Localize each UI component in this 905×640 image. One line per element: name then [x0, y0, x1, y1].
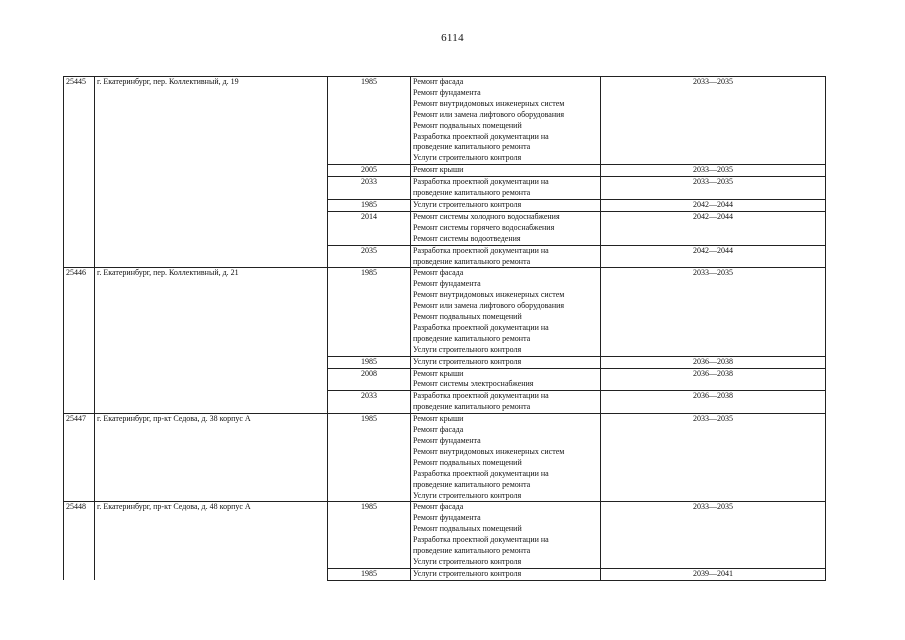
work-item: Ремонт фасада [413, 425, 464, 435]
table-row [64, 245, 826, 268]
works-cell [411, 414, 601, 502]
work-item: Ремонт системы электроснабжения [413, 379, 534, 389]
table-row [64, 502, 826, 568]
work-item: Ремонт или замена лифтового оборудования [413, 301, 565, 311]
work-item: Ремонт подвальных помещений [413, 524, 522, 534]
work-item: Ремонт крыши [413, 414, 464, 424]
work-item: Ремонт системы горячего водоснабжения [413, 222, 555, 232]
object-id-cell [64, 245, 95, 268]
repair-schedule-body [64, 77, 826, 581]
work-item: проведение капитального ремонта [413, 546, 531, 556]
work-item: Ремонт фасада [413, 268, 464, 278]
works-cell [411, 245, 601, 268]
year-cell: 1985 [328, 199, 411, 211]
table-row [64, 568, 826, 580]
year-cell: 2035 [328, 245, 411, 268]
work-item: Ремонт крыши [413, 368, 464, 378]
address-cell: г. Екатеринбург, пер. Коллективный, д. 19 [95, 77, 328, 165]
page-number: 6114 [441, 32, 464, 44]
work-item: Ремонт фундамента [413, 436, 481, 445]
year-cell: 2005 [328, 165, 411, 177]
year-cell: 1985 [328, 77, 411, 165]
work-item: Ремонт фасада [413, 77, 464, 86]
object-id-cell [64, 356, 95, 368]
object-id-cell: 25445 [64, 77, 95, 165]
year-cell: 1985 [328, 268, 411, 356]
work-item: Разработка проектной документации на [413, 131, 549, 141]
works-cell [411, 368, 601, 391]
work-item: Услуги строительного контроля [413, 556, 522, 566]
work-item: Ремонт фундамента [413, 87, 481, 97]
period-cell: 2036—2038 [601, 356, 826, 368]
address-cell [95, 245, 328, 268]
period-cell: 2033—2035 [601, 268, 826, 356]
period-cell: 2033—2035 [601, 165, 826, 177]
period-cell: 2042—2044 [601, 199, 826, 211]
year-cell: 1985 [328, 568, 411, 580]
work-item: Ремонт фундамента [413, 513, 481, 523]
works-cell [411, 356, 601, 368]
work-item: Ремонт внутридомовых инженерных систем [413, 290, 565, 300]
period-cell: 2039—2041 [601, 568, 826, 580]
work-item: Разработка проектной документации на [413, 322, 549, 332]
object-id-cell: 25446 [64, 268, 95, 356]
table-row [64, 414, 826, 502]
period-cell: 2036—2038 [601, 391, 826, 414]
works-cell [411, 568, 601, 580]
work-item: Ремонт внутридомовых инженерных систем [413, 446, 565, 456]
works-cell [411, 199, 601, 211]
works-cell [411, 177, 601, 200]
address-cell [95, 368, 328, 391]
work-item: проведение капитального ремонта [413, 333, 531, 343]
period-cell: 2033—2035 [601, 414, 826, 502]
address-cell [95, 199, 328, 211]
period-cell: 2042—2044 [601, 245, 826, 268]
table-row [64, 199, 826, 211]
year-cell: 1985 [328, 356, 411, 368]
year-cell: 1985 [328, 502, 411, 568]
work-item: проведение капитального ремонта [413, 256, 531, 266]
address-cell [95, 177, 328, 200]
period-cell: 2036—2038 [601, 368, 826, 391]
work-item: Ремонт фасада [413, 502, 464, 512]
work-item: проведение капитального ремонта [413, 479, 531, 489]
address-cell [95, 568, 328, 580]
address-cell [95, 211, 328, 245]
object-id-cell [64, 368, 95, 391]
object-id-cell: 25448 [64, 502, 95, 568]
work-item: Услуги строительного контроля [413, 199, 522, 209]
work-item: проведение капитального ремонта [413, 402, 531, 412]
period-cell: 2033—2035 [601, 177, 826, 200]
object-id-cell: 25447 [64, 414, 95, 502]
work-item: проведение капитального ремонта [413, 188, 531, 198]
table-row [64, 268, 826, 356]
object-id-cell [64, 177, 95, 200]
work-item: Ремонт крыши [413, 165, 464, 175]
work-item: Разработка проектной документации на [413, 468, 549, 478]
repair-schedule-table [63, 76, 826, 581]
work-item: Ремонт внутридомовых инженерных систем [413, 98, 565, 108]
year-cell: 2014 [328, 211, 411, 245]
work-item: Разработка проектной документации на [413, 391, 549, 401]
work-item: Услуги строительного контроля [413, 344, 522, 354]
period-cell: 2033—2035 [601, 77, 826, 165]
address-cell: г. Екатеринбург, пр-кт Седова, д. 38 корпус А [95, 414, 328, 502]
work-item: Услуги строительного контроля [413, 490, 522, 500]
object-id-cell [64, 165, 95, 177]
address-cell: г. Екатеринбург, пр-кт Седова, д. 48 корпус А [95, 502, 328, 568]
period-cell: 2042—2044 [601, 211, 826, 245]
address-cell [95, 165, 328, 177]
year-cell: 2008 [328, 368, 411, 391]
work-item: Разработка проектной документации на [413, 245, 549, 255]
object-id-cell [64, 391, 95, 414]
table-row [64, 391, 826, 414]
work-item: Ремонт подвальных помещений [413, 120, 522, 130]
work-item: Услуги строительного контроля [413, 568, 522, 578]
works-cell [411, 391, 601, 414]
year-cell: 2033 [328, 391, 411, 414]
work-item: Ремонт системы холодного водоснабжения [413, 211, 560, 221]
object-id-cell [64, 568, 95, 580]
work-item: Ремонт системы водоотведения [413, 233, 521, 243]
works-cell [411, 77, 601, 165]
works-cell [411, 165, 601, 177]
table-row [64, 356, 826, 368]
works-cell [411, 211, 601, 245]
table-row [64, 368, 826, 391]
work-item: Разработка проектной документации на [413, 177, 549, 187]
work-item: Услуги строительного контроля [413, 356, 522, 366]
work-item: Ремонт фундамента [413, 279, 481, 289]
table-row [64, 177, 826, 200]
address-cell [95, 391, 328, 414]
work-item: Разработка проектной документации на [413, 535, 549, 545]
year-cell: 2033 [328, 177, 411, 200]
work-item: проведение капитального ремонта [413, 142, 531, 152]
works-cell [411, 502, 601, 568]
object-id-cell [64, 211, 95, 245]
work-item: Ремонт подвальных помещений [413, 312, 522, 322]
table-row [64, 165, 826, 177]
works-cell [411, 268, 601, 356]
period-cell: 2033—2035 [601, 502, 826, 568]
object-id-cell [64, 199, 95, 211]
address-cell: г. Екатеринбург, пер. Коллективный, д. 21 [95, 268, 328, 356]
work-item: Ремонт подвальных помещений [413, 457, 522, 467]
table-row [64, 211, 826, 245]
work-item: Ремонт или замена лифтового оборудования [413, 109, 565, 119]
year-cell: 1985 [328, 414, 411, 502]
work-item: Услуги строительного контроля [413, 153, 522, 163]
table-row [64, 77, 826, 165]
address-cell [95, 356, 328, 368]
